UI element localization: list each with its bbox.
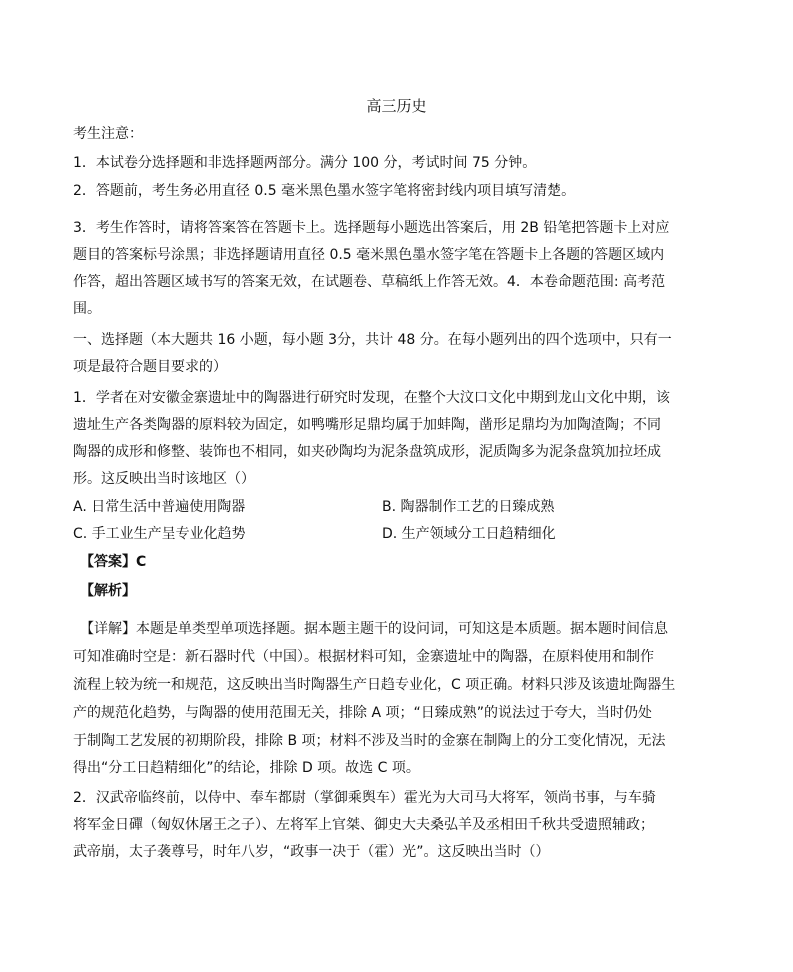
analysis-line: 产的规范化趋势，与陶器的使用范围无关，排除 A 项；“日臻成熟”的说法过于夸大，当时仍处 — [73, 705, 652, 721]
option-a: A. 日常生活中普遍使用陶器 — [73, 499, 246, 515]
section-heading: 项是最符合题目要求的） — [73, 359, 227, 375]
page-title: 高三历史 — [366, 97, 427, 115]
analysis-line: 得出“分工日趋精细化”的结论，排除 D 项。故选 C 项。 — [73, 760, 420, 776]
question-2-stem: 2．汉武帝临终前，以侍中、奉车都尉（掌御乘舆车）霍光为大司马大将军，领尚书事，与车骑 — [73, 790, 656, 806]
notice-line: 1．本试卷分选择题和非选择题两部分。满分 100 分，考试时间 75 分钟。 — [73, 155, 537, 171]
notice-heading: 考生注意： — [73, 126, 143, 142]
analysis-line: 【详解】本题是单类型单项选择题。据本题主题干的设问词，可知这是本质题。据本题时间信息 — [80, 621, 668, 637]
notice-line: 作答，超出答题区域书写的答案无效，在试题卷、草稿纸上作答无效。4．本卷命题范围: 高考范 — [73, 274, 666, 290]
analysis-line: 流程上较为统一和规范，这反映出当时陶器生产日趋专业化，C 项正确。材料只涉及该遗址陶器生 — [73, 677, 676, 693]
section-heading: 一、选择题（本大题共 16 小题，每小题 3分，共计 48 分。在每小题列出的四个选项中，只有一 — [73, 332, 672, 348]
option-d: D. 生产领域分工日趋精细化 — [382, 526, 556, 542]
notice-line: 2．答题前，考生务必用直径 0.5 毫米黑色墨水签字笔将密封线内项目填写清楚。 — [73, 183, 576, 199]
option-b: B. 陶器制作工艺的日臻成熟 — [382, 499, 555, 515]
answer-label: 【答案】C — [80, 554, 147, 570]
notice-line: 围。 — [73, 301, 101, 317]
question-1-stem: 遗址生产各类陶器的原料较为固定，如鸭嘴形足鼎均属于加蚌陶，凿形足鼎均为加陶渣陶；不同 — [73, 417, 661, 433]
analysis-line: 于制陶工艺发展的初期阶段，排除 B 项；材料不涉及当时的金寨在制陶上的分工变化情况，无法 — [73, 733, 666, 749]
question-2-stem: 武帝崩，太子袭尊号，时年八岁，“政事一决于（霍）光”。这反映出当时（） — [73, 844, 550, 860]
question-1-stem: 陶器的成形和修整、装饰也不相同，如夹砂陶均为泥条盘筑成形，泥质陶多为泥条盘筑加拉坯成 — [73, 444, 661, 460]
notice-line: 3．考生作答时，请将答案答在答题卡上。选择题每小题选出答案后，用 2B 铅笔把答题卡上对应 — [73, 220, 670, 236]
notice-line: 题目的答案标号涂黑；非选择题请用直径 0.5 毫米黑色墨水签字笔在答题卡上各题的答题区域内 — [73, 247, 665, 263]
analysis-line: 可知准确时空是：新石器时代（中国）。根据材料可知，金寨遗址中的陶器，在原料使用和制作 — [73, 649, 654, 665]
analysis-label: 【解析】 — [80, 583, 136, 599]
question-2-stem: 将军金日磾（匈奴休屠王之子）、左将军上官桀、御史大夫桑弘羊及丞相田千秋共受遗照辅政； — [73, 817, 654, 833]
option-c: C. 手工业生产呈专业化趋势 — [73, 526, 246, 542]
question-1-stem: 形。这反映出当时该地区（） — [73, 471, 255, 487]
question-1-stem: 1．学者在对安徽金寨遗址中的陶器进行研究时发现，在整个大汶口文化中期到龙山文化中期，该 — [73, 390, 670, 406]
